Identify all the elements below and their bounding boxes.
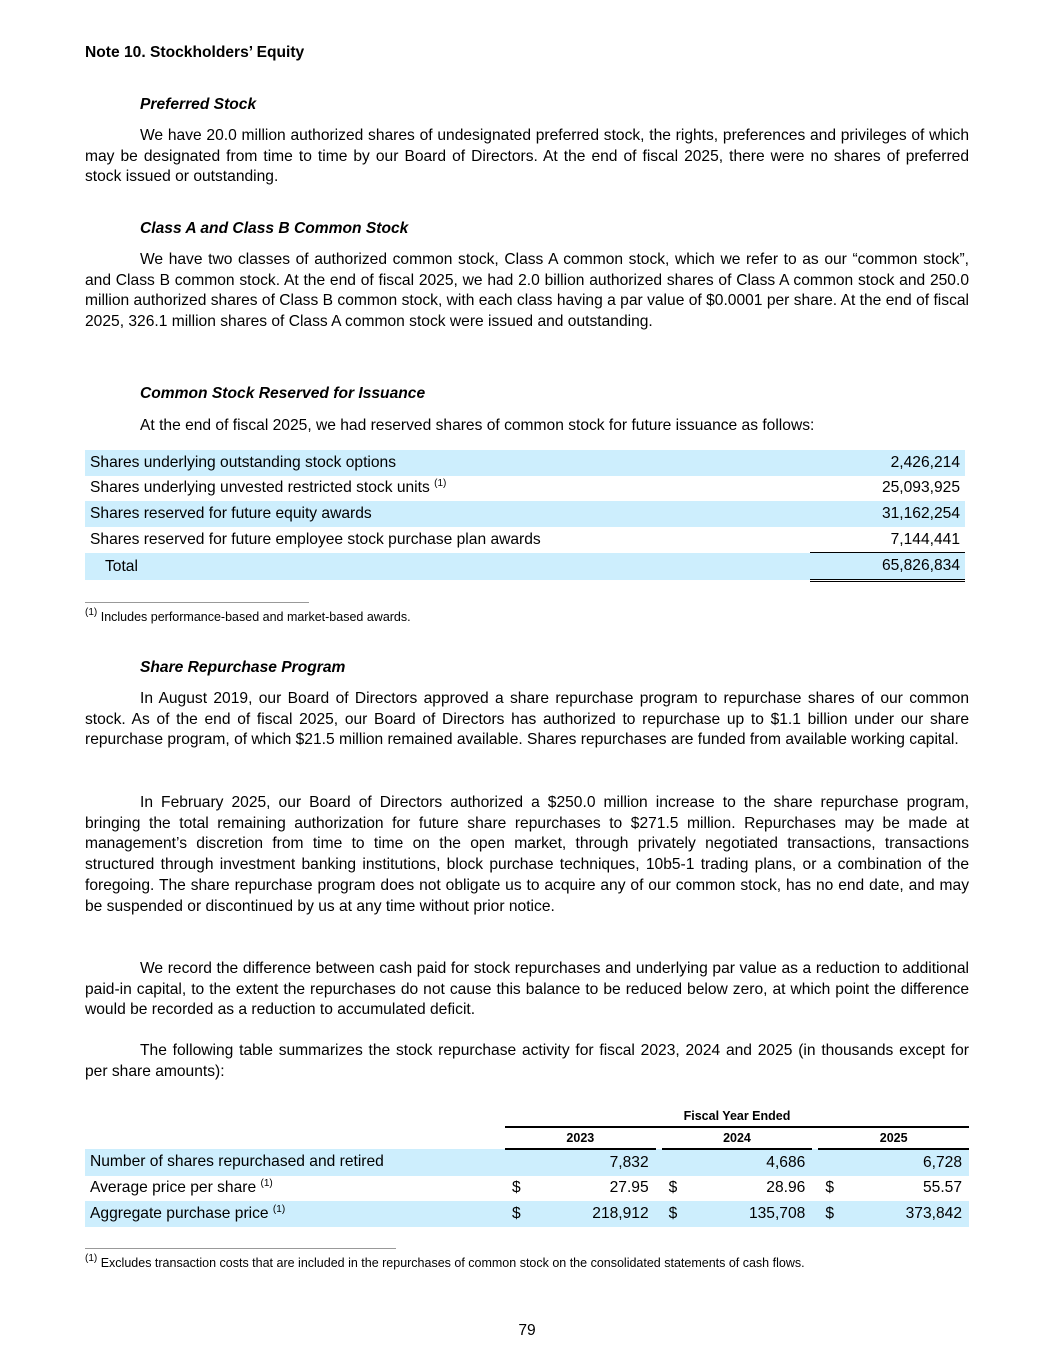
repurchase-footnote: $^{(1)}$ Excludes transaction costs that are included in the repurchases of common stock on the consolidated statements of cash flows. [85,1253,805,1270]
footnote-divider [85,602,309,603]
preferred-stock-heading: Preferred Stock [140,96,257,113]
footnote-marker: (1) [434,478,447,490]
table-row [85,501,965,527]
row-value: 218,912 [532,1201,656,1227]
fiscal-year-ended-header: Fiscal Year Ended [505,1106,969,1127]
footnote-marker: (1) [272,1203,286,1215]
table-row [85,1149,969,1176]
footnote-marker: (1) [260,1178,273,1190]
currency-symbol: $ [825,1179,834,1197]
row-value: 28.96 [766,1179,806,1197]
row-label: Aggregate purchase price $^{(1)}$ [85,1201,505,1227]
total-value: 65,826,834 [810,553,965,581]
reserved-stock-heading: Common Stock Reserved for Issuance [140,385,426,402]
currency-symbol: $ [505,1201,532,1227]
row-value: 6,728 [845,1149,969,1176]
row-value: 7,832 [532,1149,656,1176]
row-value: 7,144,441 [810,527,965,553]
repurchase-paragraph-3: We record the difference between cash paid for stock repurchases and underlying par value as a reduction to additional paid-in capital, to the extent the repurchases do not cause this balance to be reduced below zero, at which point the difference would be recorded as a reduction to accumulated deficit. [85,960,969,1019]
currency-symbol: $ [662,1201,689,1227]
year-header-row [85,1127,969,1149]
currency-symbol: $ [668,1179,678,1197]
row-value: 31,162,254 [810,501,965,527]
reserved-footnote: $^{(1)}$ Includes performance-based and market-based awards. [85,607,411,624]
reserved-shares-table [85,450,965,582]
table-row [85,450,965,476]
row-value: 25,093,925 [881,479,960,497]
year-header: 2023 [505,1127,656,1149]
year-header: 2024 [662,1127,813,1149]
row-value: 2,426,214 [810,450,965,476]
reserved-stock-intro: At the end of fiscal 2025, we had reserved shares of common stock for future issuance as follows: [140,417,815,434]
table-row [85,476,965,502]
row-label: Average price per share $^{(1)}$ [90,1178,273,1197]
row-label: Shares reserved for future equity awards [85,501,810,527]
row-value: 4,686 [689,1149,813,1176]
year-header: 2025 [818,1127,969,1149]
footnote-divider [85,1248,396,1249]
note-title: Note 10. Stockholders’ Equity [85,44,305,61]
row-value: 55.57 [922,1179,962,1197]
total-label: Total [85,553,810,581]
table-row [85,527,965,553]
row-value: 27.95 [609,1179,649,1197]
group-header-row [85,1106,969,1127]
row-label: Shares reserved for future employee stock purchase plan awards [90,530,541,548]
repurchase-paragraph-4: The following table summarizes the stock repurchase activity for fiscal 2023, 2024 and 2025 (in thousands except for per share amounts): [85,1042,969,1080]
common-stock-heading: Class A and Class B Common Stock [140,220,409,237]
row-value: 135,708 [689,1201,813,1227]
repurchase-heading: Share Repurchase Program [140,659,346,676]
repurchase-paragraph-1: In August 2019, our Board of Directors approved a share repurchase program to repurchase shares of our common stock. As of the end of fiscal 2025, our Board of Directors has authorized to repurchase up to $1.1 billion under our share repurchase program, of which $21.5 million remained available. Shares repurchases are funded from available working capital. [85,690,969,749]
row-value: 373,842 [845,1201,969,1227]
table-row [85,1176,969,1202]
repurchase-paragraph-2: In February 2025, our Board of Directors authorized a $250.0 million increase to the share repurchase program, bringing the total remaining authorization for future share repurchases to $271.5 million. Repurchases may be made at management’s discretion from time to time on the open market, through privately negotiated transactions, transactions structured through investment banking institutions, block purchase techniques, 10b5-1 trading plans, or a combination of the foregoing. The share repurchase program does not obligate us to acquire any of our common stock, has no end date, and may be suspended or discontinued by us at any time without prior notice. [85,794,969,915]
common-stock-paragraph: We have two classes of authorized common stock, Class A common stock, which we refer to as our “common stock”, and Class B common stock. At the end of fiscal 2025, we had 2.0 billion authorized shares of Class A common stock and 250.0 million authorized shares of Class B common stock, with each class having a par value of $0.0001 per share. At the end of fiscal 2025, 326.1 million shares of Class A common stock were issued and outstanding. [85,251,969,331]
total-row [85,553,965,581]
currency-symbol: $ [512,1179,521,1197]
row-label: Number of shares repurchased and retired [85,1149,505,1176]
row-label: Shares underlying unvested restricted stock units $^{(1)}$ [90,478,447,497]
row-label: Shares underlying outstanding stock options [85,450,810,476]
page-number: 79 [518,1322,536,1339]
preferred-stock-paragraph: We have 20.0 million authorized shares of undesignated preferred stock, the rights, preferences and privileges of which may be designated from time to time by our Board of Directors. At the end of fiscal 2025, there were no shares of preferred stock issued or outstanding. [85,127,969,186]
table-row [85,1201,969,1227]
repurchase-activity-table [85,1106,969,1227]
currency-symbol: $ [818,1201,845,1227]
